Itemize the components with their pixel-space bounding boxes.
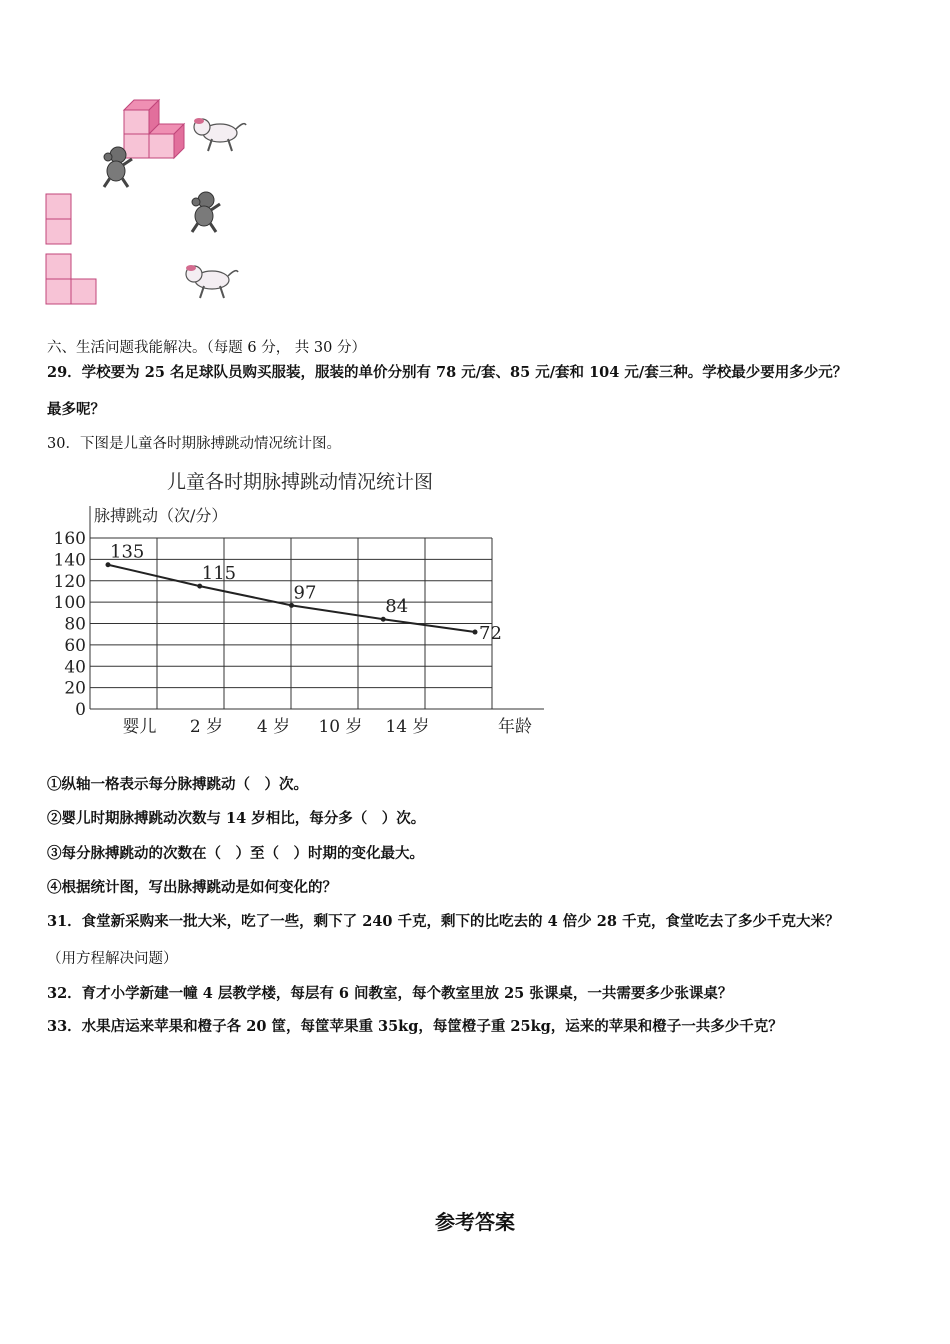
data-label: 84 — [385, 596, 409, 618]
data-point — [473, 630, 478, 635]
data-label: 97 — [293, 582, 317, 604]
data-point — [289, 603, 294, 608]
y-tick-label: 20 — [64, 678, 86, 699]
data-point — [106, 562, 111, 567]
question-30-sub2: ②婴儿时期脉搏跳动次数与 14 岁相比，每分多（ ）次。 — [47, 810, 426, 827]
view-two-squares — [46, 194, 71, 244]
y-tick-label: 160 — [53, 529, 86, 549]
y-tick-label: 80 — [64, 614, 86, 635]
data-point — [381, 617, 386, 622]
x-tick-label: 10 岁 — [318, 717, 363, 737]
y-tick-label: 140 — [53, 550, 86, 571]
data-label: 115 — [201, 563, 237, 585]
question-30-sub3: ③每分脉搏跳动的次数在（ ）至（ ）时期的变化最大。 — [47, 845, 424, 862]
x-tick-label: 2 岁 — [189, 717, 224, 737]
data-label: 135 — [110, 541, 145, 563]
question-29-line1: 29．学校要为 25 名足球队员购买服装，服装的单价分别有 78 元/套、85 元/套和 104 元/套三种。学校最少要用多少元？ — [47, 364, 848, 381]
y-tick-label: 40 — [64, 657, 86, 678]
question-29-line2: 最多呢？ — [47, 401, 105, 418]
question-30: 30．下图是儿童各时期脉搏跳动情况统计图。 — [47, 436, 341, 452]
section-title: 六、生活问题我能解决。（每题 6 分， 共 30 分） — [47, 340, 366, 356]
question-33: 33．水果店运来苹果和橙子各 20 筐，每筐苹果重 35kg，每筐橙子重 25kg，运来的苹果和橙子一共多少千克？ — [47, 1018, 783, 1035]
dog-icon — [194, 118, 246, 151]
data-label: 72 — [479, 623, 502, 645]
y-tick-label: 100 — [53, 593, 86, 614]
question-30-sub1: ①纵轴一格表示每分脉搏跳动（ ）次。 — [47, 776, 308, 793]
view-l-shape — [46, 254, 96, 304]
dog-icon — [186, 265, 238, 298]
question-30-sub4: ④根据统计图，写出脉搏跳动是如何变化的？ — [47, 879, 337, 896]
cube-3d-shape — [124, 100, 184, 158]
y-tick-label: 120 — [53, 571, 86, 592]
question-31-line1: 31．食堂新采购来一批大米，吃了一些，剩下了 240 千克，剩下的比吃去的 4 倍少 28 千克，食堂吃去了多少千克大米？ — [47, 913, 840, 930]
x-tick-label: 婴儿 — [122, 717, 157, 737]
chart-xlabel: 年龄 — [498, 717, 532, 737]
data-point — [197, 584, 202, 589]
question-32: 32．育才小学新建一幢 4 层教学楼，每层有 6 间教室，每个教室里放 25 张课桌，一共需要多少张课桌？ — [47, 985, 733, 1002]
x-tick-label: 4 岁 — [256, 717, 291, 737]
answer-title: 参考答案 — [435, 1210, 515, 1234]
chart-title: 儿童各时期脉搏跳动情况统计图 — [166, 471, 434, 493]
x-tick-label: 14 岁 — [385, 717, 430, 737]
chart-svg — [40, 464, 560, 744]
y-tick-label: 60 — [64, 635, 86, 656]
question-31-line2: （用方程解决问题） — [47, 951, 178, 967]
chart-ylabel: 脉搏跳动（次/分） — [94, 506, 228, 525]
cube-views-figure — [40, 90, 280, 310]
monkey-icon — [192, 192, 220, 232]
y-tick-label: 0 — [75, 700, 86, 720]
pulse-line-chart — [40, 464, 560, 748]
